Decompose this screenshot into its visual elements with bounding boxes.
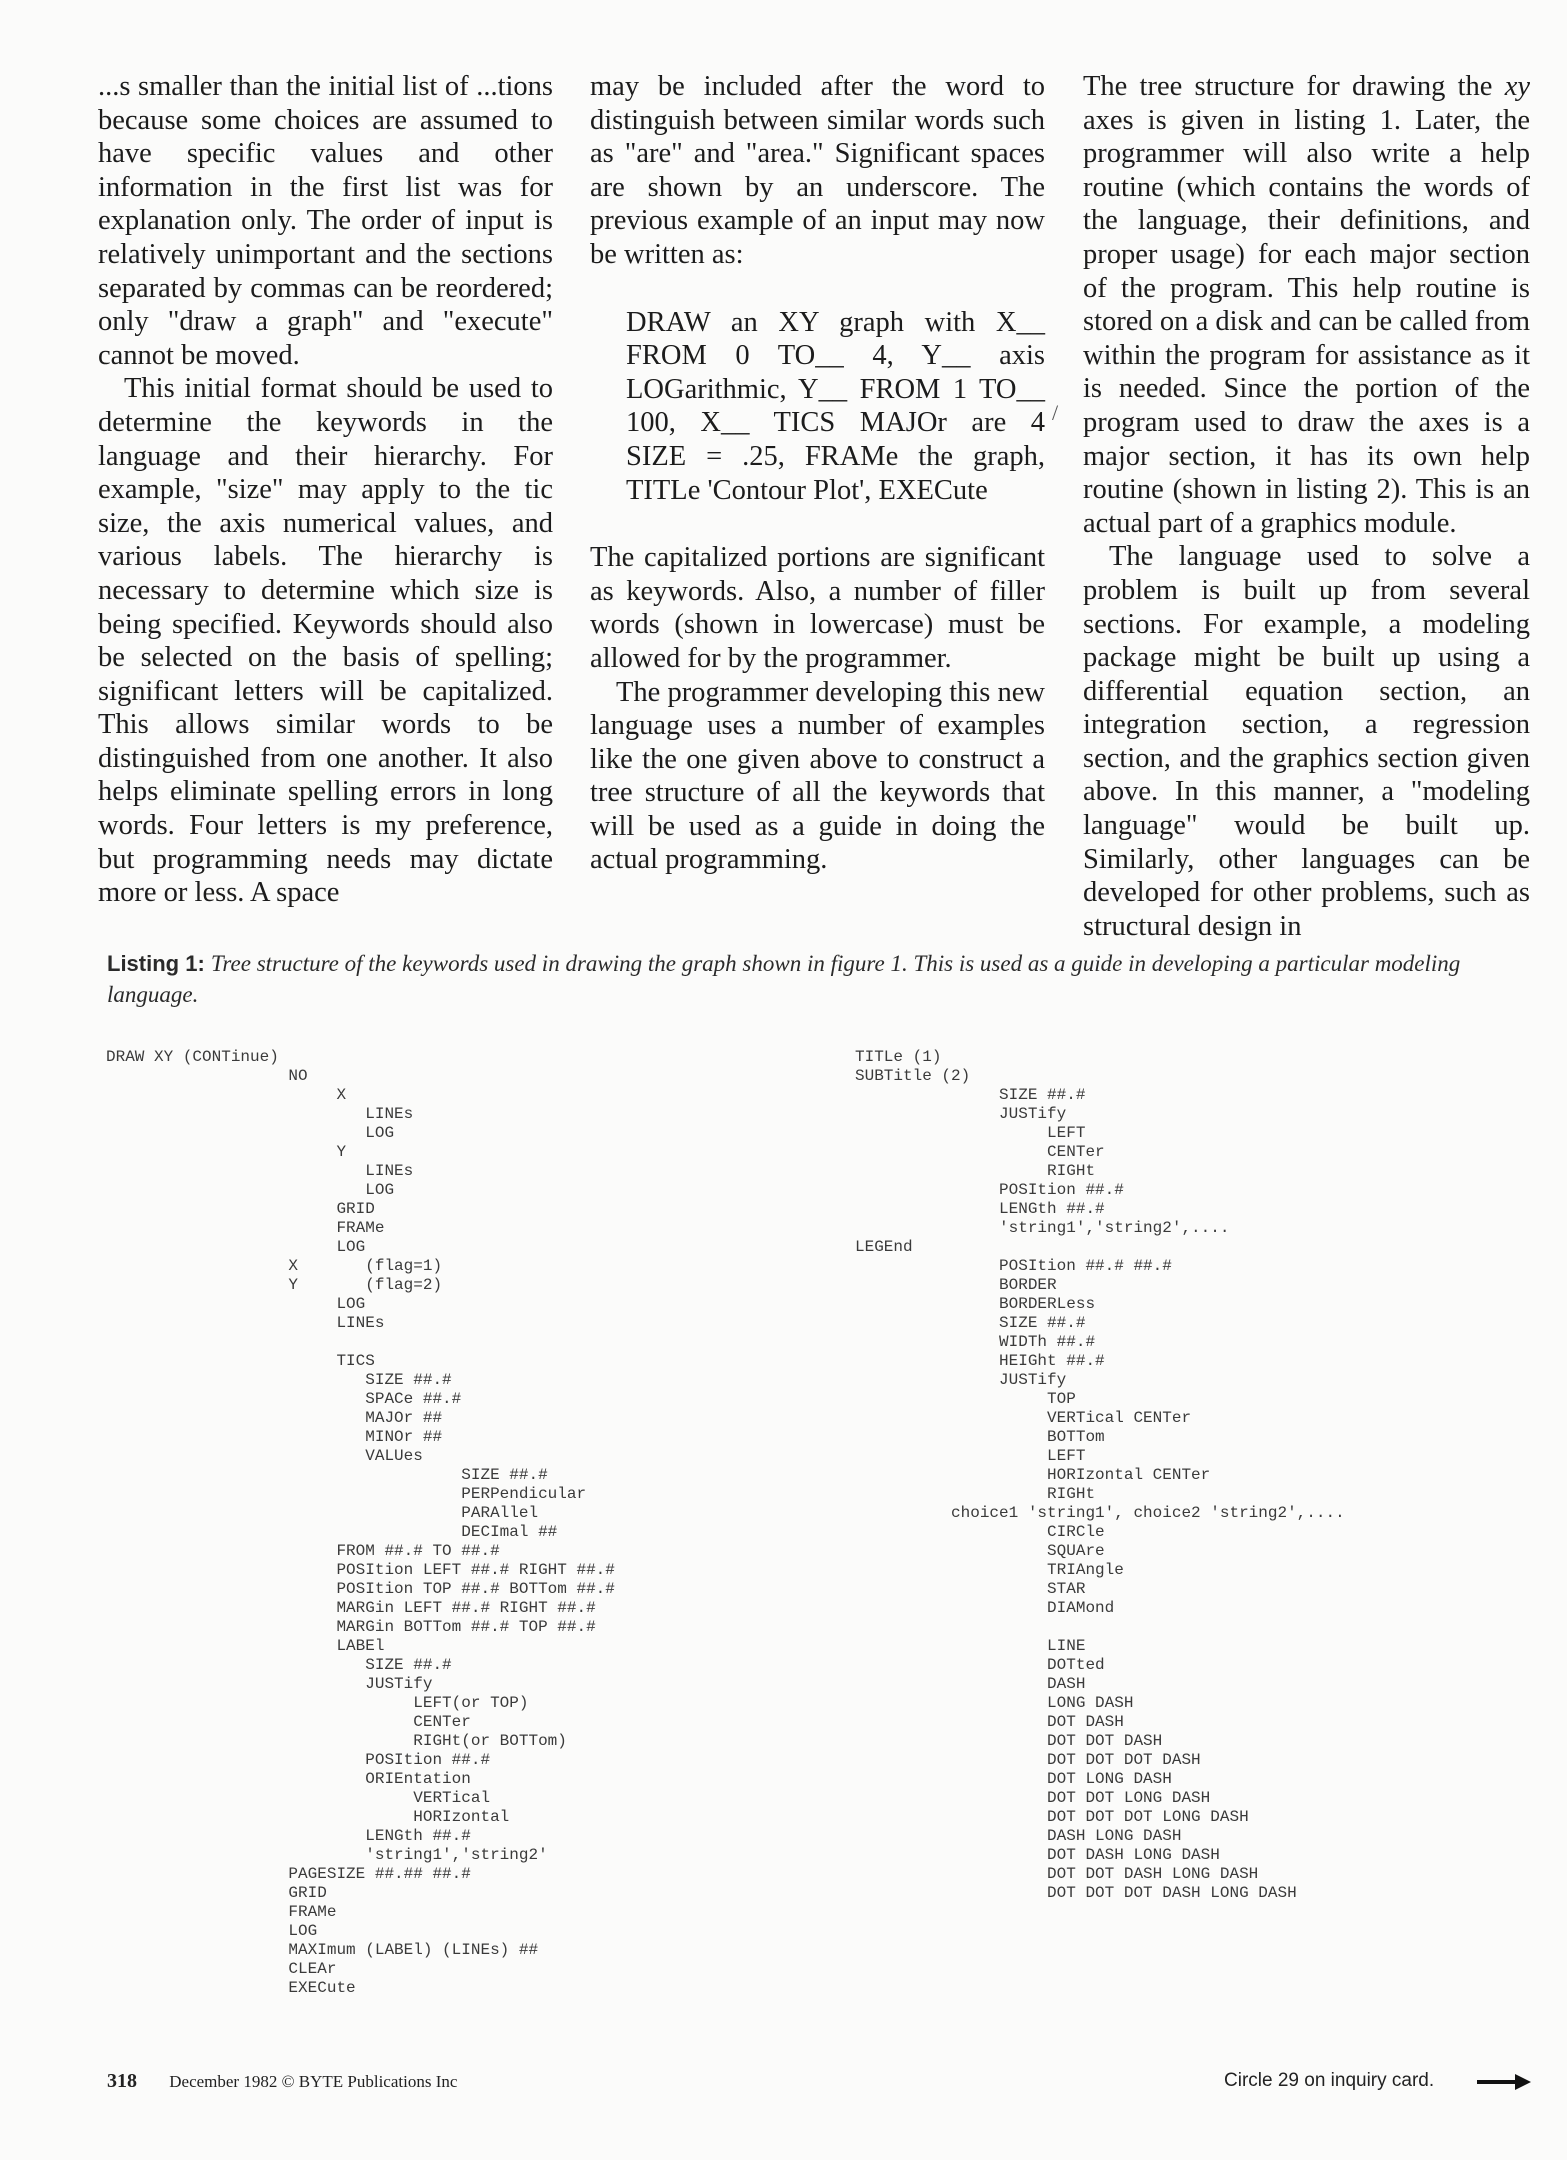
paragraph: The capitalized portions are significant as keywords. Also, a number of filler words (shown in lowercase) must be allowed for by the programmer. <box>590 542 1045 674</box>
right-arrow-icon <box>1475 2072 1533 2092</box>
caption-text: Tree structure of the keywords used in drawing the graph shown in figure 1. This is used as a guide in developing a particular modeling language. <box>107 951 1461 1007</box>
caption-label: Listing 1: <box>107 951 205 976</box>
code-listing-left: DRAW XY (CONTinue) NO X LINEs LOG Y LINEs LOG GRID FRAMe LOG X (flag=1) Y (flag=2) LOG LINEs TICS SIZE ##.# SPACe ##.# MAJOr ## MINOr ## VALUes SIZE ##.# PERPendicular PARAllel DECImal ## FROM ##.# TO ##.# POSItion LEFT ##.# RIGHT ##.# POSItion TOP ##.# BOTTom ##.# MARGin LEFT ##.# RIGHT ##.# MARGin BOTTom ##.# TOP ##.# LABEl SIZE ##.# JUSTify LEFT(or TOP) CENTer RIGHt(or BOTTom) POSItion ##.# ORIEntation VERTical HORIzontal LENGth ##.# 'string1','string2' PAGESIZE ##.## ##.# GRID FRAMe LOG MAXImum (LABEl) (LINEs) ## CLEAr EXECute <box>106 1048 615 1997</box>
paragraph: The language used to solve a problem is built up from several sections. For example, a modeling package might be built up using a differential equation section, an integration section, a regression section, and the graphics section given above. In this manner, a "modeling language" would be built up. Similarly, other languages can be developed for other problems, such as structural design in <box>1083 541 1530 942</box>
italic-xy: xy <box>1504 71 1530 102</box>
example-line: FROM 0 TO__ 4, Y__ axis <box>626 340 1045 372</box>
text-column-3 <box>1083 70 1530 943</box>
example-line: 100, X__ TICS MAJOr are 4 <box>626 407 1045 439</box>
text-span: The tree structure for drawing the <box>1083 71 1505 102</box>
text-span: axes is given in listing 1. Later, the programmer will also write a help routine (which contains the words of the language, their definitions, and proper usage) for each major section of the program. This help routine is stored on a disk and can be called from within the program for assistance as it is needed. Since the portion of the program used to draw the axes is a major section, it has its own help routine (shown in listing 2). This is an actual part of a graphics module. <box>1083 104 1530 539</box>
publication-credit: December 1982 © BYTE Publications Inc <box>169 2072 458 2091</box>
paragraph: may be included after the word to distinguish between similar words such as "are" and "area." Significant spaces are shown by an underscore. The previous example of an input may now be written as: <box>590 71 1045 270</box>
example-line: LOGarithmic, Y__ FROM 1 TO__ <box>626 373 1045 405</box>
example-line: TITLe 'Contour Plot', EXECute <box>626 474 988 506</box>
page-footer <box>107 2070 457 2093</box>
listing-caption <box>107 948 1532 1010</box>
inquiry-note: Circle 29 on inquiry card. <box>1224 2070 1435 2091</box>
stray-mark: / <box>1052 400 1059 425</box>
text-column-1 <box>98 70 553 910</box>
text-column-2 <box>590 70 1045 877</box>
paragraph: This initial format should be used to determine the keywords in the language and their hierarchy. For example, "size" may apply to the tic size, the axis numerical values, and various labels. The hierarchy is necessary to determine which size is being specified. Keywords should also be selected on the basis of spelling; significant letters will be capitalized. This allows similar words to be distinguished from one another. It also helps eliminate spelling errors in long words. Four letters is my preference, but programming needs may dictate more or less. A space <box>98 373 553 909</box>
paragraph: The programmer developing this new language uses a number of examples like the one given above to construct a tree structure of all the keywords that will be used as a guide in doing the actual programming. <box>590 676 1045 876</box>
paragraph <box>1083 70 1530 540</box>
code-listing-right: TITLe (1) SUBTitle (2) SIZE ##.# JUSTify LEFT CENTer RIGHt POSItion ##.# LENGth ##.# 'string1','string2',.... LEGEnd POSItion ##.# ##.# BORDER BORDERLess SIZE ##.# WIDTh ##.# HEIGht ##.# JUSTify TOP VERTical CENTer BOTTom LEFT HORIzontal CENTer RIGHt choice1 'string1', choice2 'string2',.... CIRCle SQUAre TRIAngle STAR DIAMond LINE DOTted DASH LONG DASH DOT DASH DOT DOT DASH DOT DOT DOT DASH DOT LONG DASH DOT DOT LONG DASH DOT DOT DOT LONG DASH DASH LONG DASH DOT DASH LONG DASH DOT DOT DASH LONG DASH DOT DOT DOT DASH LONG DASH <box>855 1048 1345 1902</box>
paragraph: ...s smaller than the initial list of ...tions because some choices are assumed to have specific values and other information in the first list was for explanation only. The order of input is relatively unimportant and the sections separated by commas can be reordered; only "draw a graph" and "execute" cannot be moved. <box>98 71 553 371</box>
example-line: SIZE = .25, FRAMe the graph, <box>626 440 1045 472</box>
example-line: DRAW an XY graph with X__ <box>626 306 1045 338</box>
example-input <box>626 306 1045 508</box>
page-number: 318 <box>107 2070 137 2092</box>
